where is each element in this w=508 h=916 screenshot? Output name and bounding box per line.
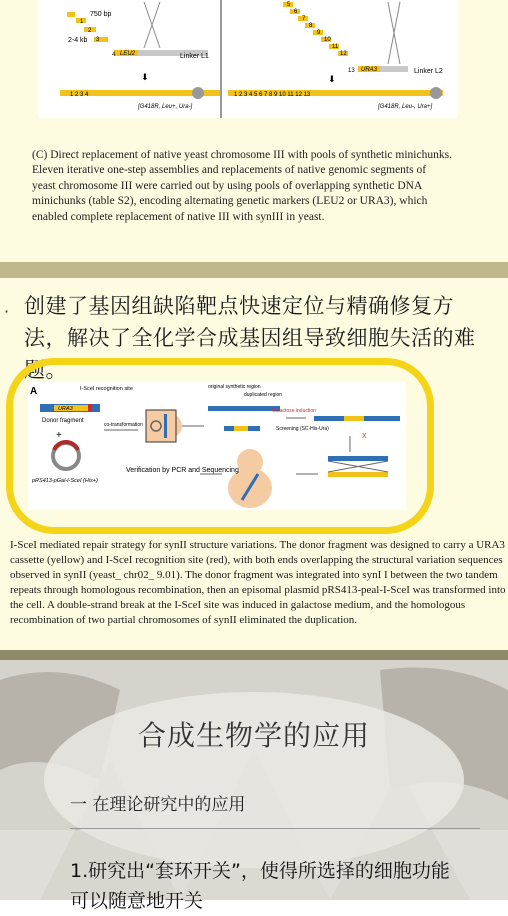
slide-divider-band: [0, 262, 508, 278]
screening-label: Screening (SC-His-Ura): [276, 426, 329, 432]
linker-block: [380, 66, 408, 72]
ura3-label: URA3: [58, 406, 73, 412]
original-region-label: original synthetic region: [208, 384, 261, 390]
chunk-number: 6: [294, 9, 298, 15]
centromere-marker: [430, 87, 442, 99]
minichunk-block: [67, 12, 75, 17]
label-2-4kb: 2-4 kb: [68, 37, 88, 44]
down-arrow: ⬇: [328, 75, 336, 85]
bar-numbers: 1 2 3 4: [70, 92, 89, 98]
down-arrow: ⬇: [141, 73, 149, 83]
chunk-number: 10: [324, 37, 331, 43]
slide-applications: [0, 660, 508, 912]
figure-graphic: [38, 0, 458, 118]
chunk-number: 13: [348, 68, 355, 74]
plasmid-label: pRS413-pGal-I-SceI (His+): [32, 478, 98, 484]
chunk-number: 11: [332, 44, 339, 50]
slide-title: 合成生物学的应用: [137, 719, 370, 752]
label-750bp: 750 bp: [90, 11, 112, 18]
highlight-circle: [6, 358, 434, 534]
slide-repair-strategy: [0, 278, 508, 650]
bullet-dot: ·: [4, 302, 10, 321]
panel-label: A: [30, 386, 38, 397]
chunk-number: 1: [80, 19, 84, 25]
chunk-number: 8: [309, 23, 313, 29]
slide-divider-band: [0, 650, 508, 660]
leu2-label: LEU2: [120, 51, 136, 57]
application-item: 1.研究出“套环开关”，使得所选择的细胞功能可以随意地开关: [70, 860, 450, 912]
divider-line: [70, 828, 480, 829]
plus-sign: +: [56, 430, 62, 441]
galactose-label: Galactose induction: [272, 408, 316, 414]
figure-caption: I-SceI mediated repair strategy for synII structure variations. The donor fragment was designed to carry a URA3 cassette (yellow) and I-SceI recognition site (red), with both ends overlapping the structural variation sequences observed in synII (yeast_ chr02_ 9.01). The donor fragment was integrated into synI I between the two tandem repeats through homologous recombination, then an episomal plasmid pRS413-peal-I-SceI was transformed into the cell. A double-strand break at the I-SceI site was induced in galactose medium, and the homologous recombination of two partial chromosomes of synII eliminated the duplication.: [10, 539, 506, 626]
cross-mark: X: [362, 433, 367, 440]
chunk-number: 7: [302, 16, 306, 22]
figure-caption: (C) Direct replacement of native yeast chromosome III with pools of synthetic minichunks. Eleven iterative one-step assemblies and replacements of native genomic segments of yeast chromosome III were carried out by using pools of overlapping synthetic DNA minichunks (table S2), encoding alternating genetic markers (LEU2 or URA3), which enabled complete replacement of native III with synIII in yeast.: [32, 149, 452, 223]
centromere-marker: [192, 87, 204, 99]
ura3-label: URA3: [361, 67, 378, 73]
chunk-number: 2: [88, 28, 92, 34]
duplicated-region-label: duplicated region: [244, 392, 283, 398]
slide-chromosome-replacement: [0, 0, 508, 262]
genotype-right: [G418R, Leu-, Ura+]: [378, 104, 433, 110]
verification-label: Verification by PCR and Sequencing: [126, 467, 239, 474]
slide-subtitle: 一 在理论研究中的应用: [70, 795, 246, 815]
genotype-left: [G418R, Leu+, Ura-]: [138, 104, 193, 110]
isce-site-label: I-SceI recognition site: [80, 386, 133, 392]
chunk-number: 3: [96, 37, 100, 43]
slide-heading: 创建了基因组缺陷靶点快速定位与精确修复方法，解决了全化学合成基因组导致细胞失活的难题。: [24, 294, 476, 382]
label-linker-l1: Linker L1: [180, 53, 209, 60]
chromosome-replacement-figure: [38, 0, 458, 118]
chunk-number: 4: [112, 52, 116, 58]
bar-numbers: 1 2 3 4 5 6 7 8 9 10 11 12 13: [234, 92, 311, 98]
chunk-number: 9: [317, 30, 321, 36]
chunk-number: 12: [340, 51, 347, 57]
chunk-number: 5: [287, 2, 291, 8]
cotrans-label: co-transformation: [104, 422, 143, 428]
donor-label: Donor fragment: [42, 418, 84, 424]
label-linker-l2: Linker L2: [414, 68, 443, 75]
